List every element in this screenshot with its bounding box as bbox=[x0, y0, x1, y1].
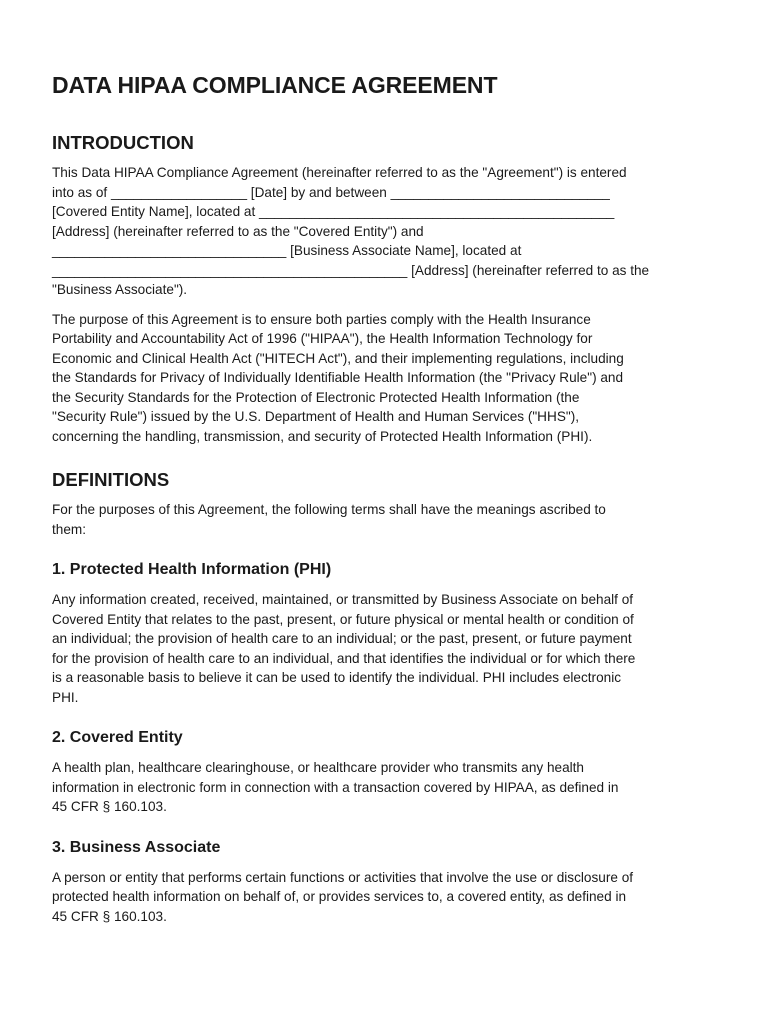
definitions-heading: DEFINITIONS bbox=[52, 469, 170, 490]
term-covered-entity-definition bbox=[52, 758, 718, 817]
text-line: A health plan, healthcare clearinghouse, or healthcare provider who transmits any health bbox=[52, 760, 584, 775]
text-line: for the provision of health care to an individual, and that identifies the individual or for which there bbox=[52, 650, 636, 666]
text-line: Any information created, received, maintained, or transmitted by Business Associate on behalf of bbox=[52, 592, 634, 607]
introduction-paragraph-2 bbox=[52, 310, 718, 447]
introduction-heading: INTRODUCTION bbox=[52, 132, 194, 153]
text-line: "Business Associate"). bbox=[52, 282, 188, 297]
text-line: 45 CFR § 160.103. bbox=[52, 799, 167, 814]
text-line: PHI. bbox=[52, 689, 79, 705]
text-line: is a reasonable basis to believe it can be used to identify the individual. PHI includes electronic bbox=[52, 670, 622, 685]
term-covered-entity-heading: 2. Covered Entity bbox=[52, 729, 183, 746]
introduction-paragraph-1 bbox=[52, 163, 718, 300]
text-line: concerning the handling, transmission, and security of Protected Health Information (PHI). bbox=[52, 428, 593, 444]
text-line: information in electronic form in connection with a transaction covered by HIPAA, as defined in bbox=[52, 779, 619, 795]
text-line: _______________________________ [Business Associate Name], located at bbox=[52, 243, 522, 258]
text-line: protected health information on behalf of, or provides services to, a covered entity, as defined in bbox=[52, 889, 627, 904]
text-line: [Covered Entity Name], located at _______________________________________________ bbox=[52, 204, 615, 219]
text-line: [Address] (hereinafter referred to as the "Covered Entity") and bbox=[52, 223, 424, 239]
text-line: the Standards for Privacy of Individually Identifiable Health Information (the "Privacy Rule") and bbox=[52, 370, 624, 385]
text-line: The purpose of this Agreement is to ensure both parties comply with the Health Insurance bbox=[52, 311, 591, 327]
text-line: an individual; the provision of health care to an individual; or the past, present, or future payment bbox=[52, 631, 632, 646]
document-title: DATA HIPAA COMPLIANCE AGREEMENT bbox=[52, 72, 498, 98]
text-line: Portability and Accountability Act of 1996 ("HIPAA"), the Health Information Technology for bbox=[52, 331, 593, 346]
text-line: This Data HIPAA Compliance Agreement (hereinafter referred to as the "Agreement") is entered bbox=[52, 165, 627, 180]
text-line: the Security Standards for the Protection of Electronic Protected Health Information (the bbox=[52, 389, 580, 405]
text-line: "Security Rule") issued by the U.S. Department of Health and Human Services ("HHS"), bbox=[52, 409, 580, 424]
term-business-associate-heading: 3. Business Associate bbox=[52, 838, 221, 856]
text-line: _______________________________________________ [Address] (hereinafter referred to as the bbox=[52, 262, 650, 278]
text-line: A person or entity that performs certain functions or activities that involve the use or disclosure of bbox=[52, 869, 634, 885]
text-line: Covered Entity that relates to the past, present, or future physical or mental health or condition of bbox=[52, 611, 634, 627]
text-line: them: bbox=[52, 521, 86, 537]
text-line: 45 CFR § 160.103. bbox=[52, 908, 167, 924]
term-phi-heading: 1. Protected Health Information (PHI) bbox=[52, 561, 332, 578]
definitions-intro bbox=[52, 500, 718, 539]
text-line: Economic and Clinical Health Act ("HITECH Act"), and their implementing regulations, including bbox=[52, 350, 624, 366]
text-line: into as of __________________ [Date] by and between _____________________________ bbox=[52, 184, 610, 200]
term-business-associate-definition bbox=[52, 868, 718, 927]
text-line: For the purposes of this Agreement, the following terms shall have the meanings ascribed to bbox=[52, 502, 606, 517]
term-phi-definition bbox=[52, 590, 718, 707]
